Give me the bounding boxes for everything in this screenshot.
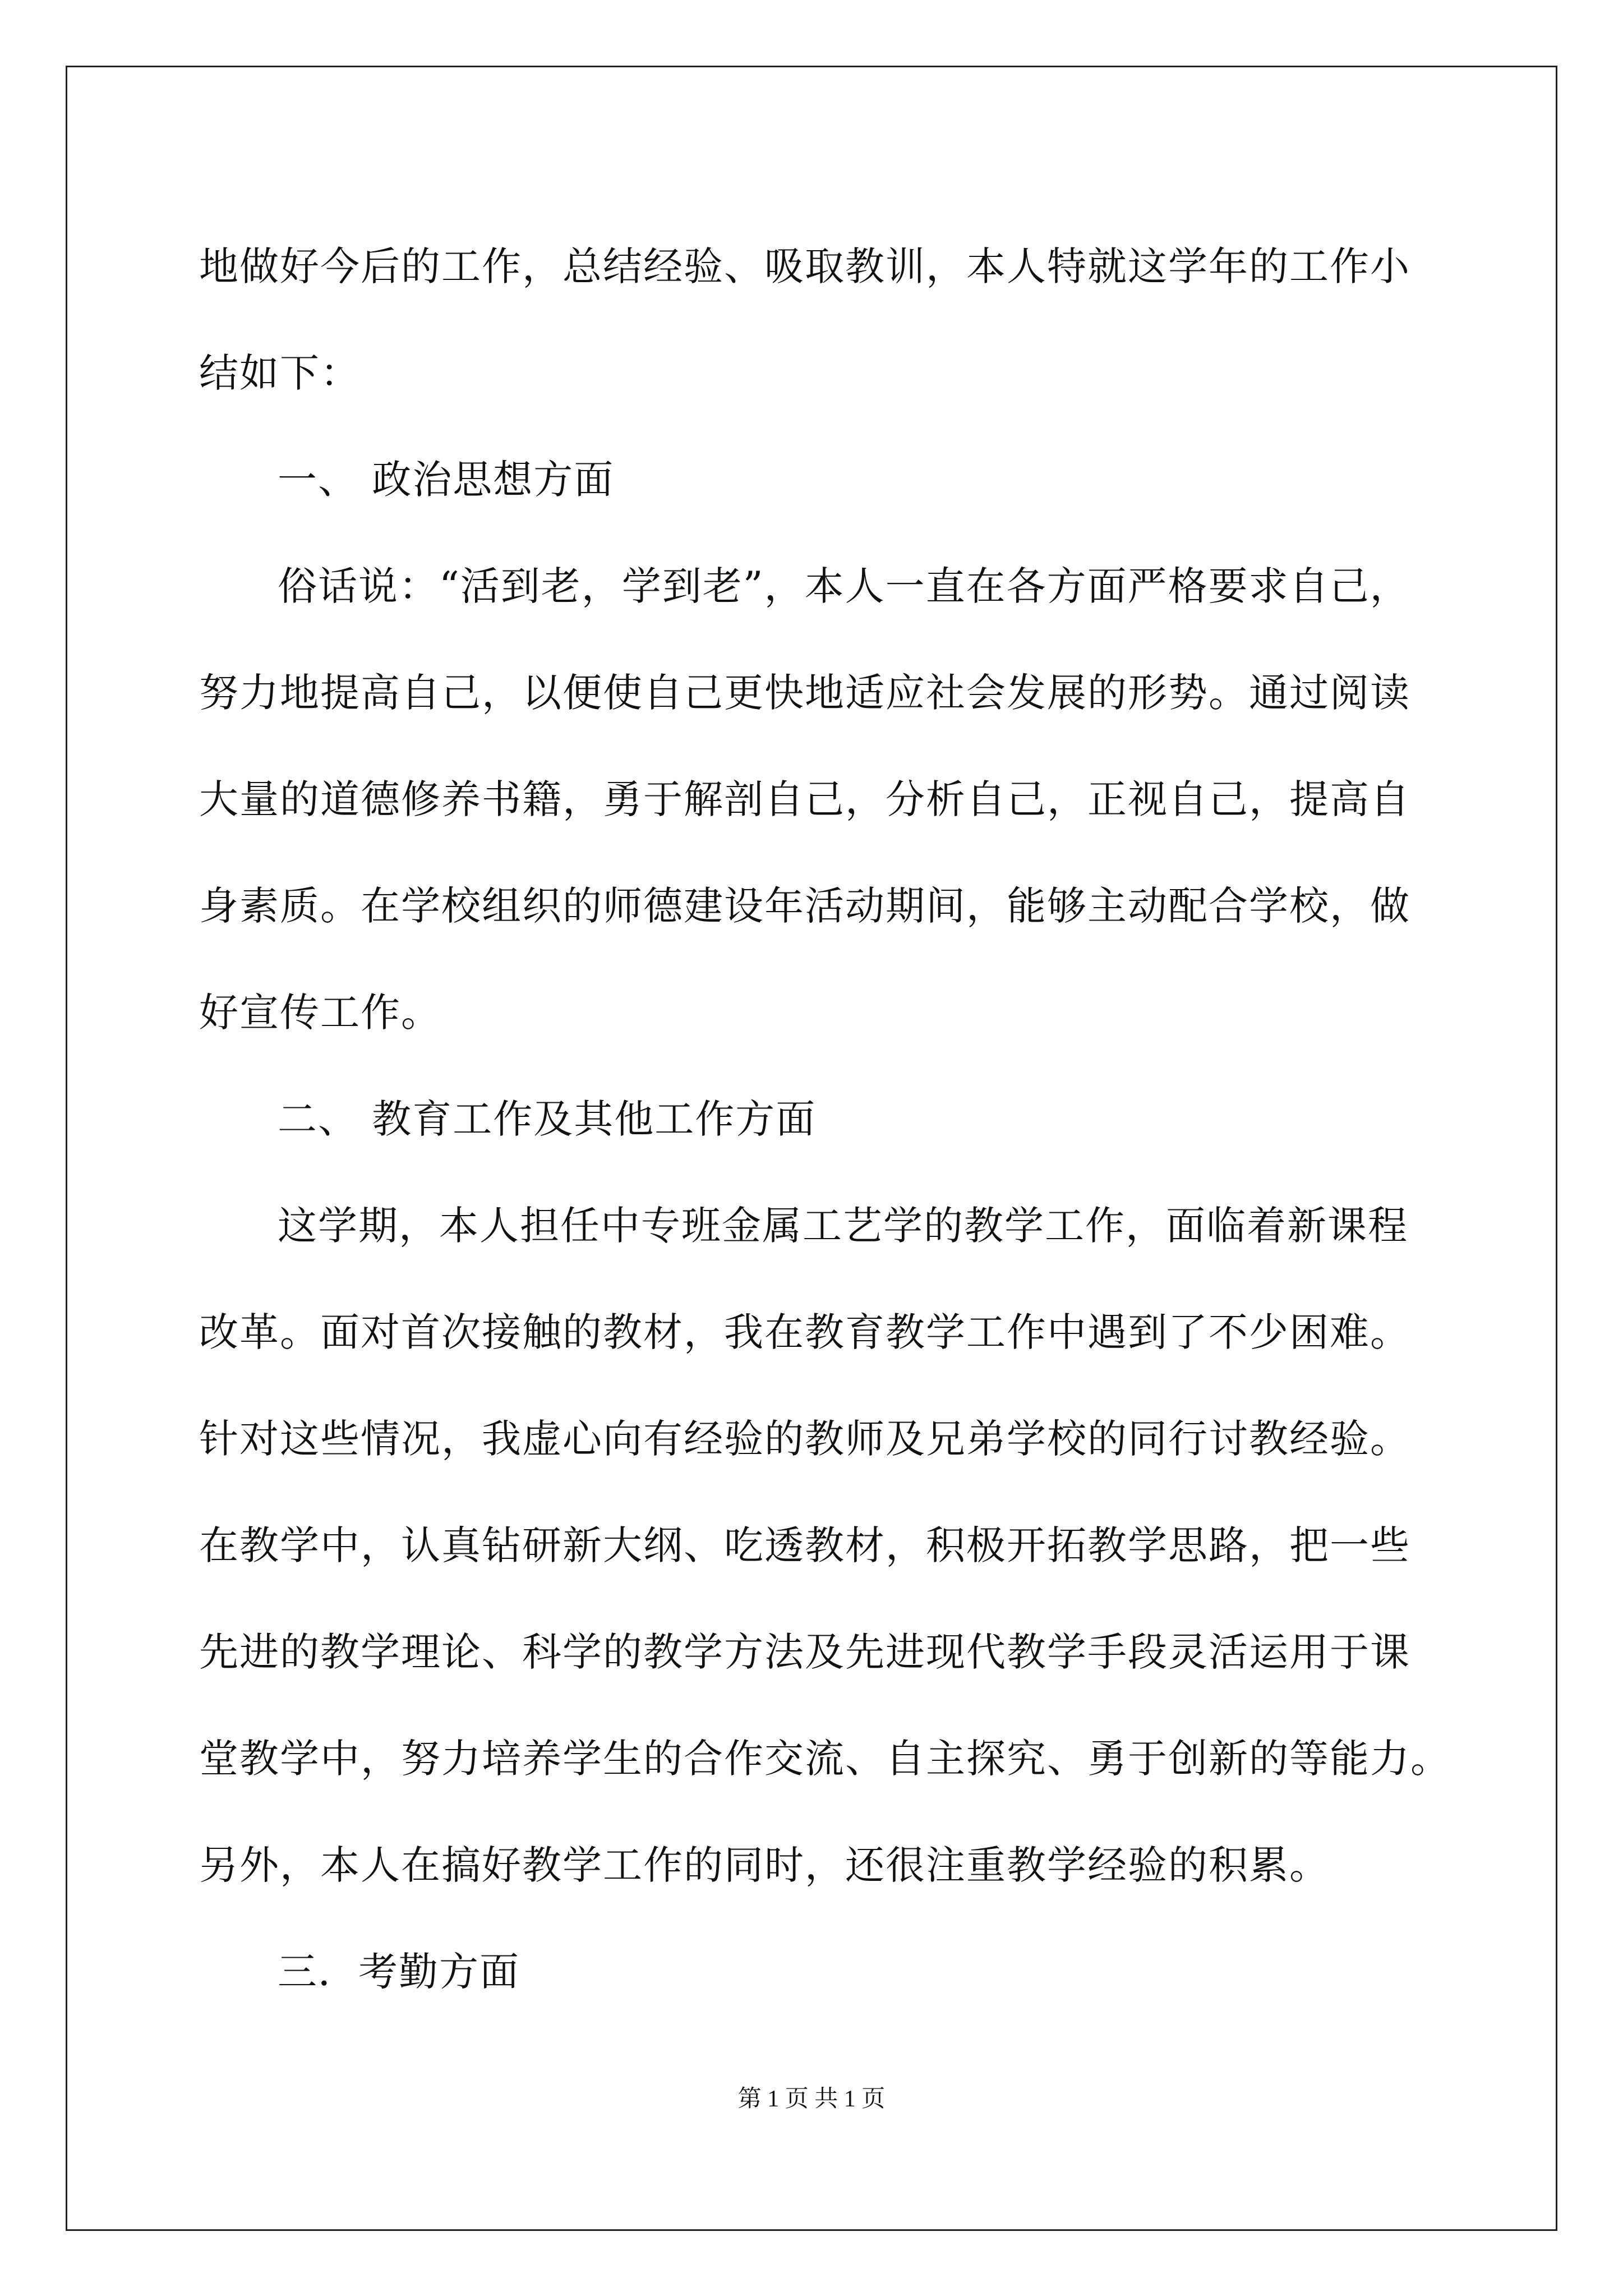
page-footer: 第 1 页 共 1 页: [737, 2086, 886, 2112]
text-line: 结如下：: [199, 350, 361, 396]
section-heading: 二、 教育工作及其他工作方面: [278, 1096, 817, 1142]
section-heading: 一、 政治思想方面: [278, 457, 615, 503]
text-line: 大量的道德修养书籍，勇于解剖自己，分析自己，正视自己，提高自: [199, 776, 1410, 822]
text-line: 努力地提高自己，以便使自己更快地适应社会发展的形势。通过阅读: [199, 670, 1410, 716]
text-line: 改革。面对首次接触的教材，我在教育教学工作中遇到了不少困难。: [199, 1309, 1410, 1355]
text-line: 这学期，本人担任中专班金属工艺学的教学工作，面临着新课程: [278, 1203, 1408, 1249]
text-line: 针对这些情况，我虚心向有经验的教师及兄弟学校的同行讨教经验。: [199, 1416, 1410, 1462]
section-heading: 三．考勤方面: [278, 1949, 520, 1995]
text-line: 另外，本人在搞好教学工作的同时，还很注重教学经验的积累。: [199, 1842, 1330, 1888]
text-line: 地做好今后的工作，总结经验、吸取教训，本人特就这学年的工作小: [199, 243, 1410, 289]
text-line: 身素质。在学校组织的师德建设年活动期间，能够主动配合学校，做: [199, 883, 1410, 929]
text-line: 在教学中，认真钻研新大纲、吃透教材，积极开拓教学思路，把一些: [199, 1522, 1410, 1568]
text-line: 先进的教学理论、科学的教学方法及先进现代教学手段灵活运用于课: [199, 1629, 1410, 1675]
text-line: 堂教学中，努力培养学生的合作交流、自主探究、勇于创新的等能力。: [199, 1736, 1451, 1782]
text-line: 好宣传工作。: [199, 990, 441, 1036]
document-body: [199, 213, 1461, 2025]
text-line: 俗话说：“活到老，学到老”，本人一直在各方面严格要求自己，: [278, 563, 1410, 609]
